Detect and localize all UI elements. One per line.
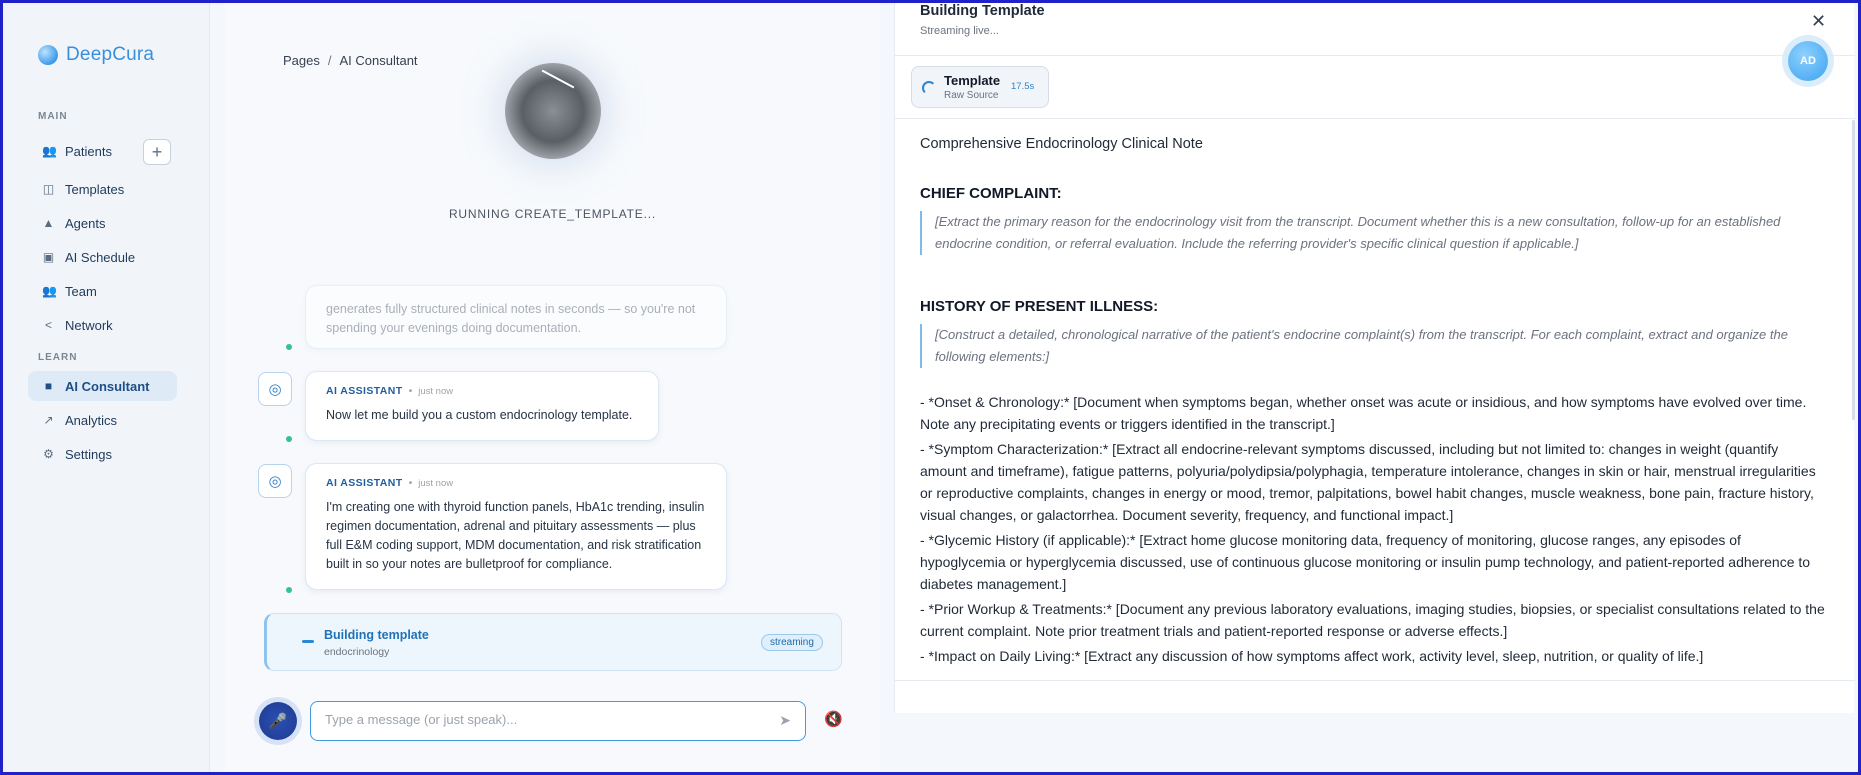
sidebar-item-label: Team (65, 283, 97, 299)
sidebar-item-agents[interactable] (28, 208, 177, 238)
mic-button[interactable] (259, 702, 297, 740)
sidebar-item-analytics[interactable] (28, 405, 177, 435)
panel-tab-bar (895, 57, 1855, 119)
breadcrumb (283, 53, 418, 68)
sidebar-item-label: Templates (65, 181, 125, 197)
sidebar-item-network[interactable] (28, 310, 177, 340)
template-document (920, 136, 1825, 664)
hpi-instruction: [Construct a detailed, chronological narrative of the patient's endocrine complaint(s) from the transcript. For each complaint, extract and organize the following elements:] (920, 324, 1815, 368)
panel-header (895, 3, 1855, 56)
sidebar-item-label: Analytics (65, 412, 118, 428)
message-text: Now let me build you a custom endocrinology template. (326, 408, 633, 422)
document-title: Comprehensive Endocrinology Clinical Note (920, 136, 1203, 152)
chat-alert-icon: ■ (44, 378, 53, 393)
section-heading-hpi: HISTORY OF PRESENT ILLNESS: (920, 298, 1159, 315)
brand-name: DeepCura (66, 44, 155, 65)
message-dot: • (408, 477, 413, 489)
list-item: - *Symptom Characterization:* [Extract all endocrine-relevant symptoms discussed, including but not limited to: changes in weight (quantify amount and timeframe), fatigue patterns, polyuria/polydipsia/polyphagia, temperature intolerance, changes in skin or hair, menstrual irregularities or reproductive complaints, changes in energy or mood, tremor, palpitations, bowel habit changes, muscle weakness, bone pain, fracture history, visual changes, or galactorrhea. Document severity, frequency, and functional impact.] (920, 441, 1816, 523)
list-item: - *Onset & Chronology:* [Document when symptoms began, whether onset was acute or insidious, and how symptoms have evolved over time. Note any precipitating events or triggers identified in the transcript.] (920, 394, 1807, 432)
sidebar-item-settings[interactable] (28, 439, 177, 469)
panel-subtitle: Streaming live... (920, 25, 999, 37)
message-assistant-2 (305, 463, 727, 590)
breadcrumb-current: AI Consultant (339, 53, 418, 68)
breadcrumb-root[interactable]: Pages (283, 53, 320, 68)
build-title: Building template (324, 628, 429, 642)
template-panel (894, 3, 1854, 713)
assistant-avatar-icon: ◎ (258, 464, 292, 498)
speaker-mute-icon[interactable]: 🔇 (824, 711, 843, 728)
message-faded: generates fully structured clinical notes in seconds — so you're not spending your evenings doing documentation. (305, 285, 727, 349)
sidebar-item-label: Patients (65, 143, 112, 159)
sidebar-item-label: Network (65, 317, 113, 333)
users-icon: 👥 (42, 143, 57, 158)
calendar-icon: ▣ (42, 249, 55, 264)
message-input[interactable] (325, 712, 745, 727)
sidebar (3, 3, 210, 772)
sidebar-item-templates[interactable] (28, 174, 177, 204)
status-badge: streaming (761, 634, 823, 651)
templates-icon: ◫ (42, 181, 55, 196)
build-progress-icon (302, 640, 314, 643)
section-label-main: MAIN (38, 111, 68, 122)
list-item: - *Prior Workup & Treatments:* [Document any previous laboratory evaluations, imaging studies, biopsies, or specialist consultations related to the current complaint. Note prior treatment trials and patient-reported response or adverse effects.] (920, 601, 1825, 639)
sidebar-item-label: Settings (65, 446, 112, 462)
message-time: just now (418, 385, 454, 397)
list-item: - *Impact on Daily Living:* [Extract any discussion of how symptoms affect work, activity level, sleep, nutrition, or quality of life.] (920, 648, 1704, 664)
brand-logo-icon (38, 45, 58, 65)
bell-icon: ▲ (42, 215, 55, 230)
timeline-dot (286, 587, 292, 593)
message-assistant-1 (305, 371, 659, 441)
panel-scrollbar[interactable] (1852, 120, 1855, 420)
brand[interactable] (38, 44, 154, 66)
chief-complaint-instruction: [Extract the primary reason for the endocrinology visit from the transcript. Document whether this is a new consultation, follow-up for an established endocrine condition, or referral evaluation. Include the referring provider's specific clinical question if applicable.] (920, 211, 1815, 255)
assistant-avatar-icon: ◎ (258, 372, 292, 406)
user-avatar[interactable]: AD (1788, 41, 1828, 81)
sidebar-item-label: Agents (65, 215, 106, 231)
tab-elapsed-time: 17.5s (1011, 81, 1035, 92)
message-sender: AI ASSISTANT (326, 385, 403, 397)
section-label-learn: LEARN (38, 352, 78, 363)
sidebar-item-team[interactable] (28, 276, 177, 306)
tab-title: Template (944, 73, 1001, 88)
message-time: just now (418, 477, 454, 489)
list-item: - *Glycemic History (if applicable):* [Extract home glucose monitoring data, frequency of monitoring, glucose ranges, any episodes of hypoglycemia or hyperglycemia discussed, use of continuous glucose monitoring or insulin pump technology, and patient-reported adherence to diabetes management.] (920, 532, 1811, 592)
sidebar-item-label: AI Schedule (65, 249, 136, 265)
sidebar-item-label: AI Consultant (65, 378, 150, 394)
message-input-box[interactable] (310, 701, 806, 741)
section-heading-chief-complaint: CHIEF COMPLAINT: (920, 185, 1062, 202)
building-template-card[interactable] (264, 613, 842, 671)
trend-icon: ↗ (43, 412, 54, 427)
message-sender: AI ASSISTANT (326, 477, 403, 489)
build-subtitle: endocrinology (324, 646, 390, 658)
mic-off-icon: 🎤 (268, 713, 288, 730)
share-icon: < (44, 317, 52, 332)
timeline-dot (286, 436, 292, 442)
message-dot: • (408, 385, 413, 397)
breadcrumb-separator: / (327, 53, 332, 68)
panel-title: Building Template (920, 3, 1045, 19)
add-patient-button[interactable]: + (143, 139, 171, 165)
sidebar-item-ai-consultant[interactable] (28, 371, 177, 401)
sidebar-item-ai-schedule[interactable] (28, 242, 177, 272)
tab-subtitle: Raw Source (944, 90, 999, 101)
hpi-elements-list (920, 391, 1825, 670)
send-icon[interactable]: ➤ (779, 712, 791, 728)
spinner-icon (922, 81, 936, 95)
gear-icon: ⚙ (43, 446, 54, 461)
team-icon: 👥 (42, 283, 57, 298)
panel-divider (895, 680, 1855, 681)
close-icon[interactable]: ✕ (1811, 11, 1827, 31)
running-status: RUNNING CREATE_TEMPLATE... (448, 207, 657, 221)
tab-template[interactable] (911, 66, 1049, 108)
message-text: I'm creating one with thyroid function panels, HbA1c trending, insulin regimen documentation, adrenal and pituitary assessments — plus full E&M coding support, MDM documentation, and risk stratification built in so your notes are bulletproof for compliance. (326, 500, 705, 571)
timeline-dot (286, 344, 292, 350)
